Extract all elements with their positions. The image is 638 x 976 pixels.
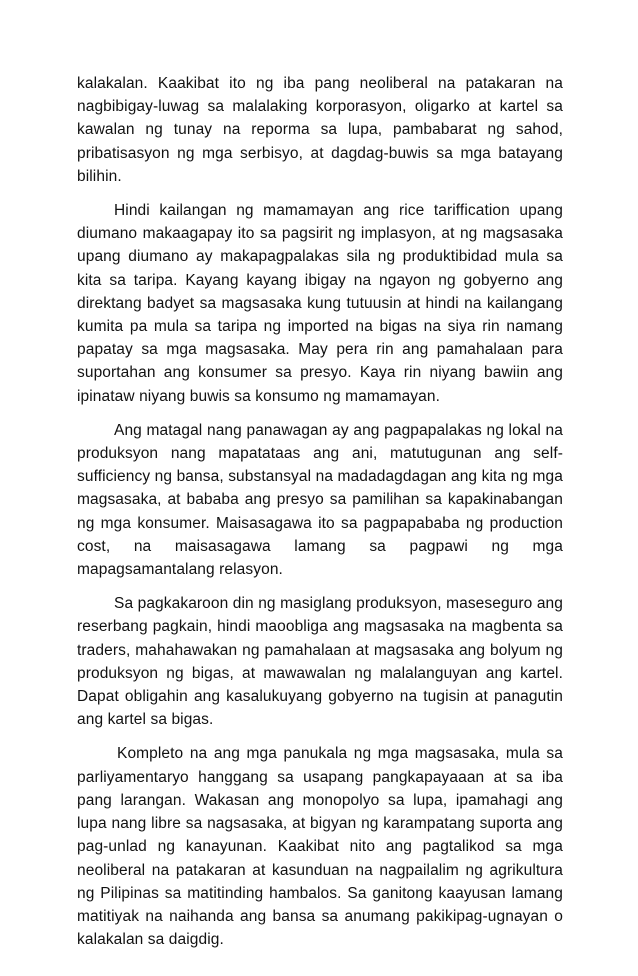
paragraph-2: Hindi kailangan ng mamamayan ang rice tariffication upang diumano makaagapay ito sa pagsirit ng implasyon, at ng magsasaka upang diumano ay makapagpalakas sila ng produktibidad mula sa kita sa taripa. Kayang kayang ibigay na ngayon ng gobyerno ang direktang badyet sa magsasaka kung tutuusin at hindi na kailangang kumita pa mula sa taripa ng imported na bigas na siya rin namang papatay sa mga magsasaka. May pera rin ang pamahalaan para suportahan ang konsumer sa presyo. Kaya rin niyang bawiin ang ipinataw niyang buwis sa konsumo ng mamamayan.	[77, 202, 563, 405]
body-text	[77, 72, 563, 962]
paragraph-5: Kompleto na ang mga panukala ng mga magsasaka, mula sa parliyamentaryo hanggang sa usapang pangkapayaaan at sa iba pang larangan. Wakasan ang monopolyo sa lupa, ipamahagi ang lupa nang libre sa nagsasaka, at bigyan ng karampatang suporta ang pag-unlad ng kanayunan. Kaakibat nito ang pagtalikod sa mga neoliberal na patakaran at kasunduan na nagpailalim ng agrikultura ng Pilipinas sa matitinding hambalos. Sa ganitong kaayusan lamang matitiyak na naihanda ang bansa sa anumang pakikipag-ugnayan o kalakalan sa daigdig.	[77, 745, 563, 949]
paragraph-3: Ang matagal nang panawagan ay ang pagpapalakas ng lokal na produksyon nang mapatataas ang ani, matutugunan ang self-sufficiency ng bansa, substansyal na madadagdagan ang kita ng mga magsasaka, at bababa ang presyo sa pamilihan sa kapakinabangan ng mga konsumer. Maisasagawa ito sa pagpapababa ng production cost, na maisasagawa lamang sa pagpawi ng mga mapagsamantalang relasyon.	[77, 421, 563, 579]
paragraph-4: Sa pagkakaroon din ng masiglang produksyon, maseseguro ang reserbang pagkain, hindi maoobliga ang magsasaka na magbenta sa traders, mahahawakan ng pamahalaan at magsasaka ang bolyum ng produksyon ng bigas, at mawawalan ng malalanguyan ang kartel. Dapat obligahin ang kasalukuyang gobyerno na tugisin at panagutin ang kartel sa bigas.	[77, 595, 563, 729]
paragraph-1: kalakalan. Kaakibat ito ng iba pang neoliberal na patakaran na nagbibigay-luwag sa malalaking korporasyon, oligarko at kartel sa kawalan ng tunay na reporma sa lupa, pambabarat ng sahod, pribatisasyon ng mga serbisyo, at dagdag-buwis sa mga batayang bilihin.	[77, 75, 563, 185]
